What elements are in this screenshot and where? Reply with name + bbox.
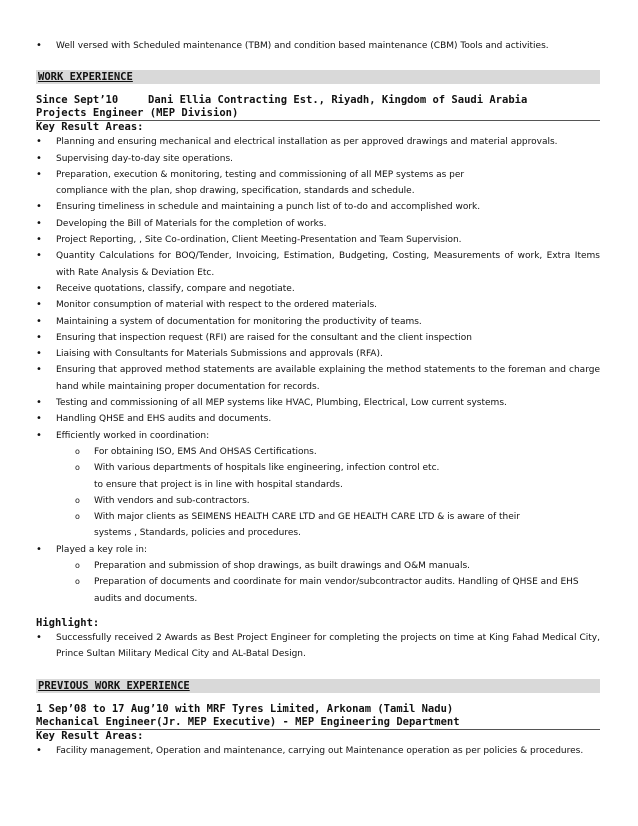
list-item: • Liaising with Consultants for Materials Submissions and approvals (RFA). [36,346,600,362]
list-item: • Testing and commissioning of all MEP systems like HVAC, Plumbing, Electrical, Low current systems. [36,395,600,411]
resume-page [36,38,600,759]
sub-list-item: o With vendors and sub-contractors. [36,493,600,509]
kra-heading: Key Result Areas: [36,121,144,134]
skill-bullet: • Well versed with Scheduled maintenance (TBM) and condition based maintenance (CBM) Tools and activities. [36,38,600,54]
sub-list-item: o For obtaining ISO, EMS And OHSAS Certifications. [36,444,600,460]
prev-job-period-company: 1 Sep’08 to 17 Aug’10 with MRF Tyres Limited, Arkonam (Tamil Nadu) [36,702,454,715]
list-item: • Handling QHSE and EHS audits and documents. [36,411,600,427]
list-item: • Quantity Calculations for BOQ/Tender, Invoicing, Estimation, Budgeting, Costing, Measurements of work, Extra Items with Rate Analysis & Deviation Etc. [36,248,600,281]
list-item: • Ensuring timeliness in schedule and maintaining a punch list of to-do and accomplished work. [36,199,600,215]
section-heading-previous-experience: PREVIOUS WORK EXPERIENCE [36,679,600,693]
prev-job-role: Mechanical Engineer(Jr. MEP Executive) - MEP Engineering Department [36,716,600,730]
list-item: • Efficiently worked in coordination: [36,428,600,444]
list-item: • Receive quotations, classify, compare and negotiate. [36,281,600,297]
kra-list [36,134,600,607]
section-heading-work-experience: WORK EXPERIENCE [36,70,600,84]
sub-list-item: o Preparation of documents and coordinate for main vendor/subcontractor audits. Handling of QHSE and EHS audits and documents. [36,574,600,607]
list-item: • Played a key role in: [36,542,600,558]
list-item: • Ensuring that inspection request (RFI) are raised for the consultant and the client inspection [36,330,600,346]
highlight-item: • Successfully received 2 Awards as Best Project Engineer for completing the projects on time at King Fahad Medical City, Prince Sultan Military Medical City and AL-Batal Design. [36,630,600,663]
list-item: • Monitor consumption of material with respect to the ordered materials. [36,297,600,313]
sub-list-item: o With various departments of hospitals like engineering, infection control etc. [36,460,600,476]
prev-kra-heading: Key Result Areas: [36,729,144,742]
list-item: • Planning and ensuring mechanical and electrical installation as per approved drawings and material approvals. [36,134,600,150]
list-item: • Supervising day-to-day site operations. [36,151,600,167]
list-item: • Preparation, execution & monitoring, testing and commissioning of all MEP systems as per compliance with the plan, shop drawing, specification, standards and schedule. [36,167,600,200]
sub-list-item: to ensure that project is in line with hospital standards. [94,479,343,490]
sub-list-item: o Preparation and submission of shop drawings, as built drawings and O&M manuals. [36,558,600,574]
highlight-heading: Highlight: [36,616,100,629]
list-item: • Developing the Bill of Materials for the completion of works. [36,216,600,232]
list-item: • Project Reporting, , Site Co-ordination, Client Meeting-Presentation and Team Supervision. [36,232,600,248]
sub-list-item: o With major clients as SEIMENS HEALTH CARE LTD and GE HEALTH CARE LTD & is aware of their systems , Standards, policies and procedures. [36,509,600,542]
job-period-company: Since Sept’10 Dani Ellia Contracting Est., Riyadh, Kingdom of Saudi Arabia [36,94,528,107]
job-role: Projects Engineer (MEP Division) [36,107,600,121]
list-item: • Maintaining a system of documentation for monitoring the productivity of teams. [36,314,600,330]
list-item: • Ensuring that approved method statements are available explaining the method statements to the foreman and charge hand while maintaining proper documentation for records. [36,362,600,395]
list-item: • Facility management, Operation and maintenance, carrying out Maintenance operation as per policies & procedures. [36,743,600,759]
